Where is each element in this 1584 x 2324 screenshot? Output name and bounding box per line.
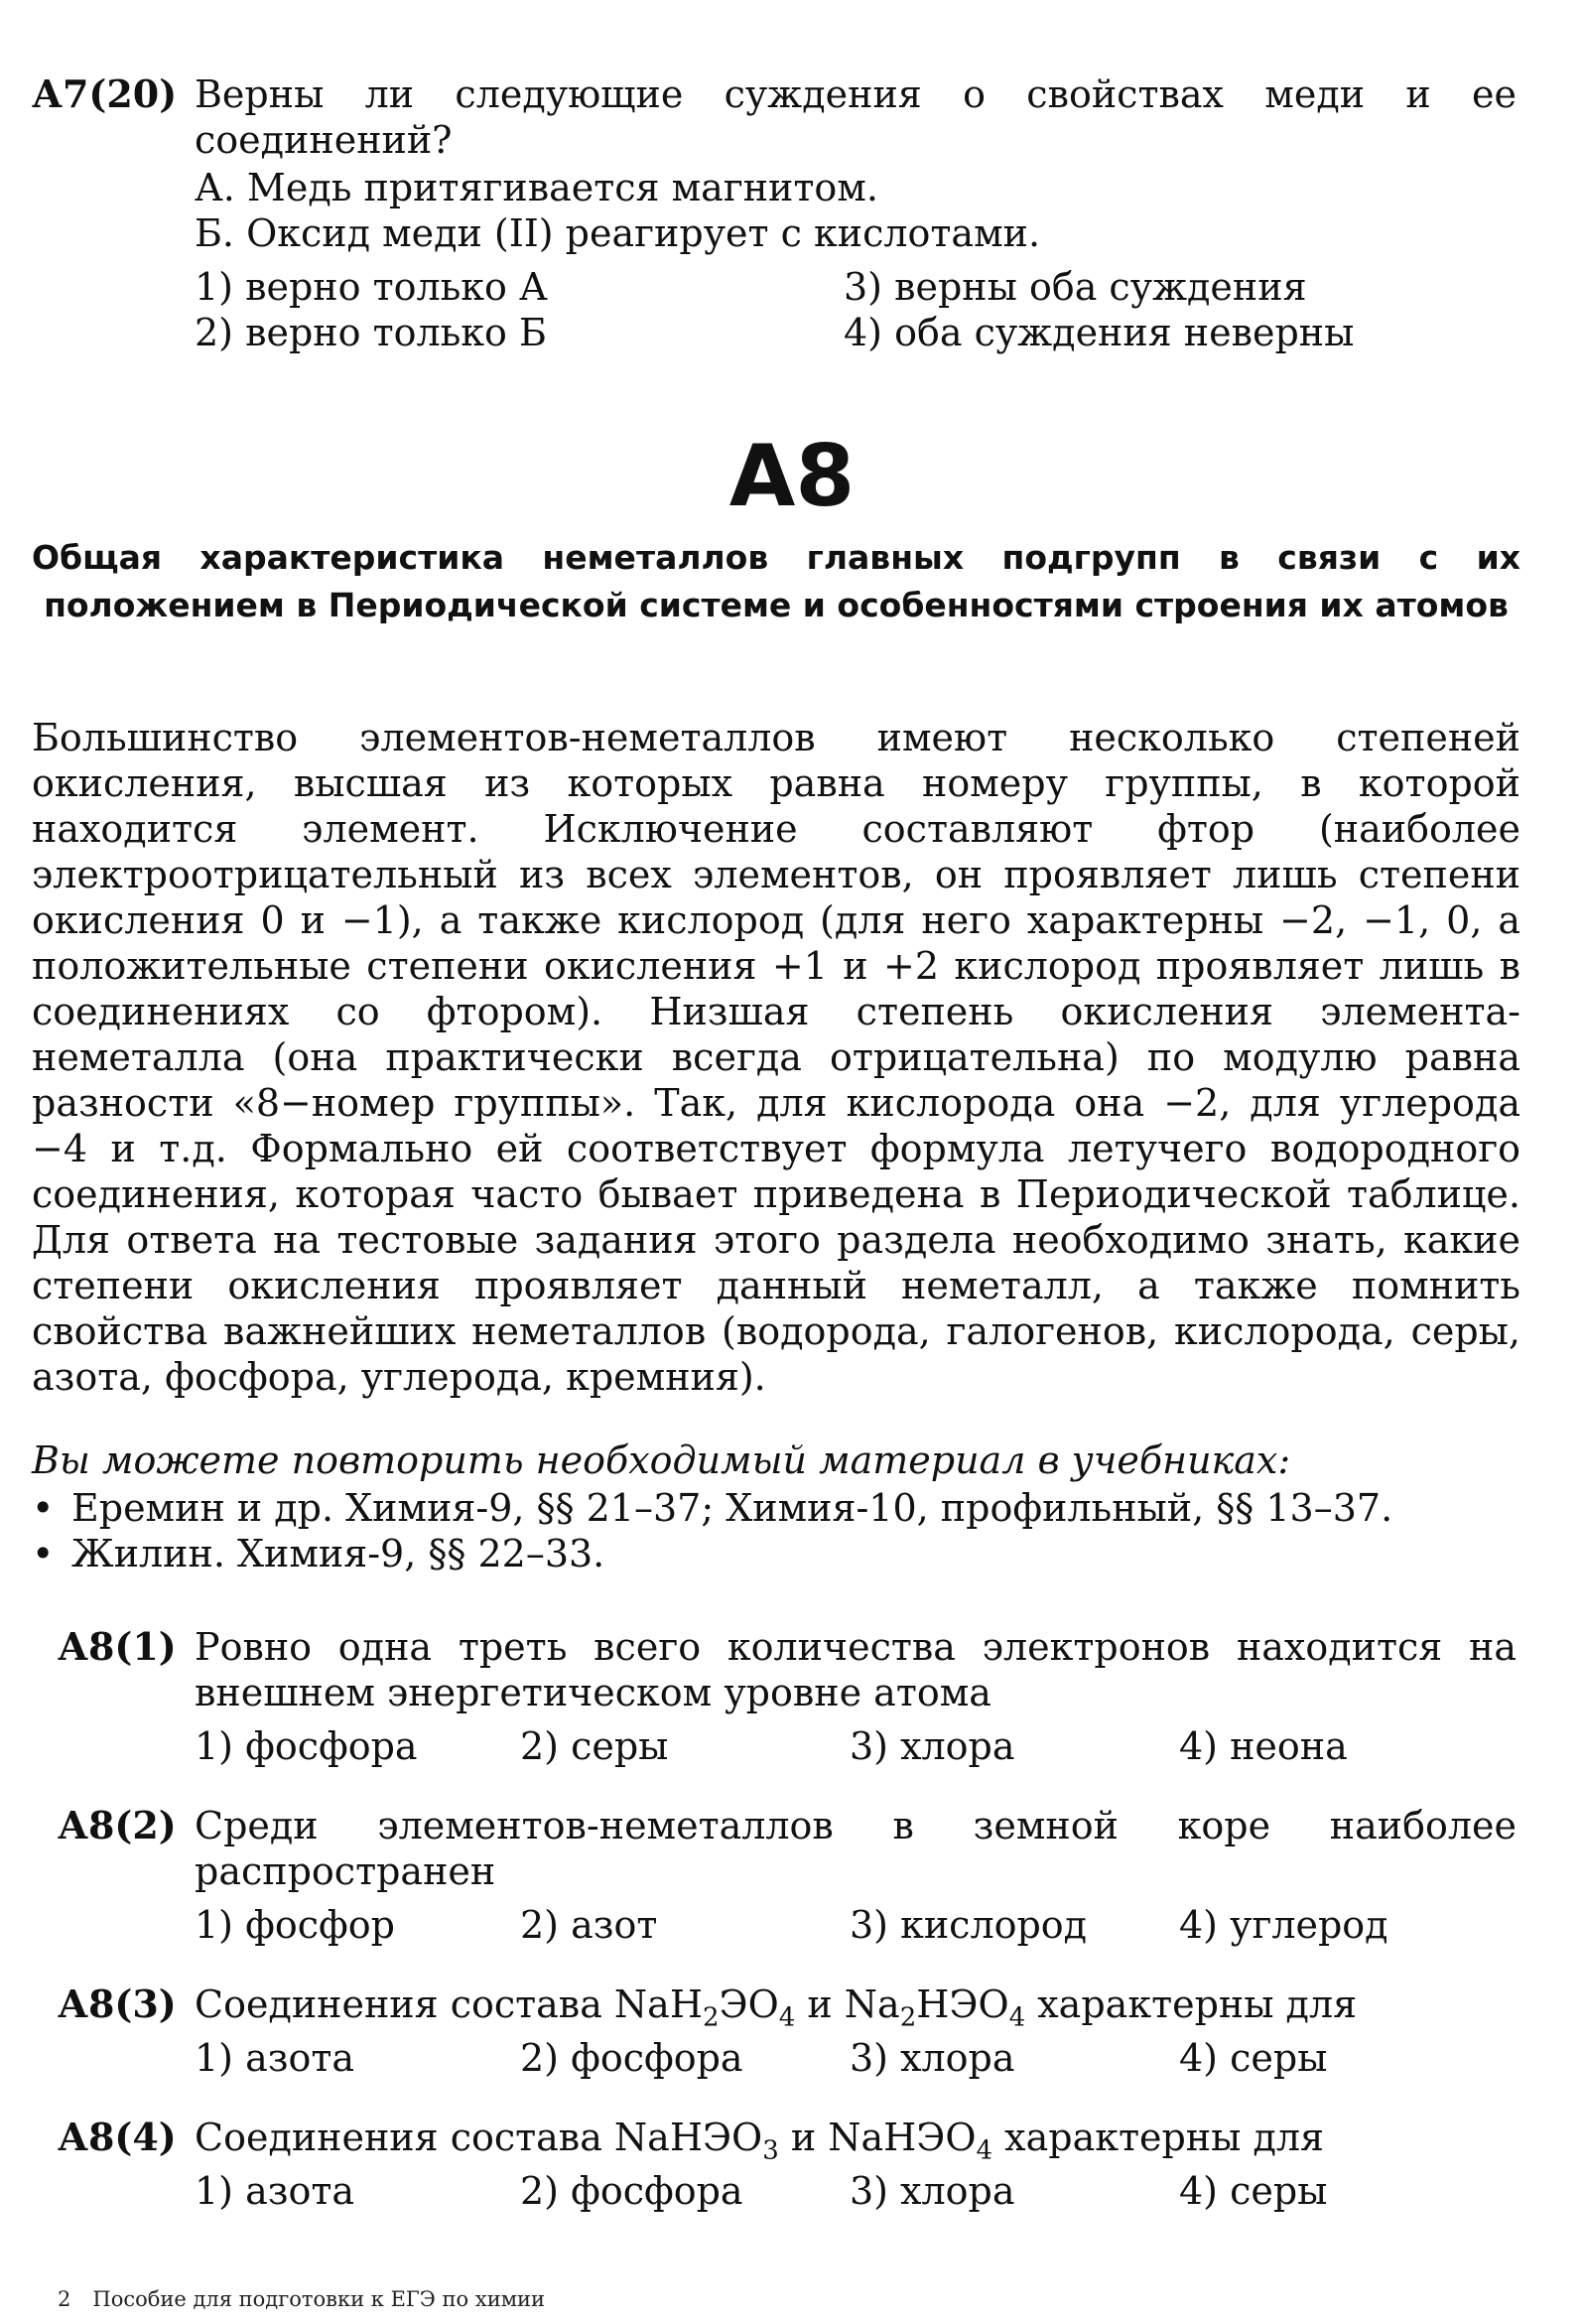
textbook-reference [32, 1485, 1392, 1531]
question-text: Среди элементов-неметаллов в земной коре наиболее распространен [195, 1804, 1517, 1893]
question-number: А8(2) [58, 1803, 177, 1847]
question-number: А8(1) [58, 1624, 177, 1669]
question-text [195, 2115, 1324, 2174]
answer-option-3: 3) кислород [850, 1903, 1088, 1947]
formula-text: HЭО [916, 1982, 1009, 2026]
question-number: А8(4) [58, 2115, 177, 2159]
formula-text: Соединения состава NaHЭО [195, 2116, 763, 2159]
question-text: Ровно одна треть всего количества электронов находится на внешнем энергетическом уровне атома [195, 1625, 1517, 1714]
page-footer [58, 2285, 545, 2313]
section-title: Общая характеристика неметаллов главных подгрупп в связи с их положением в Периодической системе и особенностями строения их атомов [32, 538, 1520, 624]
question-number: А7(20) [32, 71, 178, 116]
answer-option-4: 4) углерод [1179, 1903, 1388, 1947]
bullet-mark: • [32, 1532, 55, 1575]
formula-text: характерны для [992, 2116, 1324, 2159]
question-number: А8(3) [58, 1982, 177, 2026]
answer-option-2: 2) фосфора [520, 2169, 743, 2213]
textbook-reference [32, 1531, 604, 1576]
page-number: 2 [58, 2287, 71, 2311]
formula-subscript: 4 [778, 2002, 796, 2033]
answer-option-3: 3) хлора [850, 1724, 1015, 1768]
textbook-note: Вы можете повторить необходимый материал в учебниках: [32, 1438, 1291, 1482]
formula-text: характерны для [1025, 1982, 1358, 2026]
answer-option-3: 3) верны оба суждения [844, 265, 1307, 309]
answer-option-1: 1) азота [195, 2169, 355, 2213]
formula-subscript: 4 [976, 2135, 993, 2166]
answer-option-4: 4) серы [1179, 2036, 1328, 2080]
answer-option-4: 4) оба суждения неверны [844, 311, 1355, 354]
reference-text: Еремин и др. Химия-9, §§ 21–37; Химия-10, профильный, §§ 13–37. [71, 1486, 1393, 1530]
statement-b: Б. Оксид меди (II) реагирует с кислотами. [195, 211, 1041, 255]
formula-text: Соединения состава NaH [195, 1982, 703, 2026]
formula-subscript: 2 [702, 2002, 720, 2033]
statement-a: А. Медь притягивается магнитом. [195, 166, 878, 209]
question-text: Верны ли следующие суждения о свойствах меди и ее соединений? [195, 72, 1517, 162]
answer-option-4: 4) серы [1179, 2169, 1328, 2213]
answer-option-1: 1) азота [195, 2036, 355, 2080]
formula-subscript: 2 [899, 2002, 917, 2033]
formula-subscript: 4 [1008, 2002, 1026, 2033]
answer-option-2: 2) азот [520, 1903, 658, 1947]
footer-text: Пособие для подготовки к ЕГЭ по химии [92, 2287, 546, 2311]
question-text [195, 1982, 1357, 2041]
answer-option-2: 2) серы [520, 1724, 669, 1768]
section-code: А8 [728, 427, 856, 526]
reference-text: Жилин. Химия-9, §§ 22–33. [71, 1532, 605, 1575]
answer-option-2: 2) фосфора [520, 2036, 743, 2080]
formula-subscript: 3 [762, 2135, 779, 2166]
formula-text: ЭО [719, 1982, 779, 2026]
intro-paragraph: Большинство элементов-неметаллов имеют несколько степеней окисления, высшая из которых равна номеру группы, в которой находится элемент. Исключение составляют фтор (наиболее электроотрицательный из всех элементов, он проявляет лишь степени окисления 0 и −1), а также кислород (для него характерны −2, −1, 0, а положительные степени окисления +1 и +2 кислород проявляет лишь в соединениях со фтором). Низшая степень окисления элемента-неметалла (она практически всегда отрицательна) по модулю равна разности «8−номер группы». Так, для кислорода она −2, для углерода −4 и т.д. Формально ей соответствует формула летучего водородного соединения, которая часто бывает приведена в Периодической таблице. Для ответа на тестовые задания этого раздела необходимо знать, какие степени окисления проявляет данный неметалл, а также помнить свойства важнейших неметаллов (водорода, галогенов, кислорода, серы, азота, фосфора, углерода, кремния). [32, 716, 1520, 1399]
answer-option-3: 3) хлора [850, 2169, 1015, 2213]
formula-text: и Na [795, 1982, 900, 2026]
answer-option-2: 2) верно только Б [195, 311, 547, 354]
answer-option-1: 1) фосфора [195, 1724, 418, 1768]
answer-option-1: 1) верно только А [195, 265, 548, 309]
answer-option-3: 3) хлора [850, 2036, 1015, 2080]
answer-option-4: 4) неона [1179, 1724, 1348, 1768]
answer-option-1: 1) фосфор [195, 1903, 395, 1947]
bullet-mark: • [32, 1486, 55, 1530]
formula-text: и NaHЭО [778, 2116, 977, 2159]
